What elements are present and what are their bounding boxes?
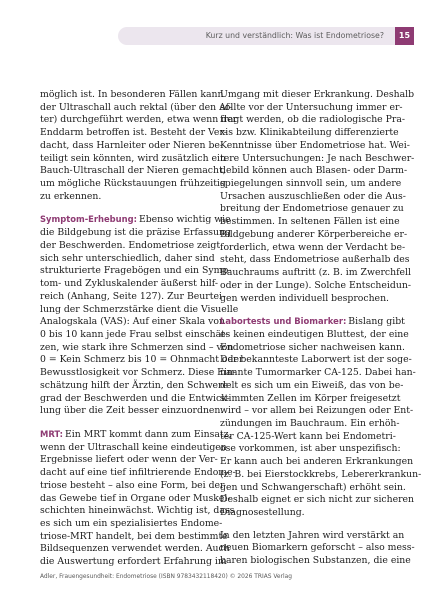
text-line bbox=[40, 127, 227, 140]
text-line bbox=[220, 379, 404, 393]
text-line-content: Enddarm betroffen ist. Besteht der Ver- bbox=[40, 127, 227, 139]
text-line-content: Er kann auch bei anderen Erkrankungen bbox=[220, 456, 414, 468]
text-line-content: Ebenso wichtig wie bbox=[138, 214, 231, 226]
text-line bbox=[40, 165, 226, 178]
text-line bbox=[220, 267, 411, 280]
text-line-content: Umgang mit dieser Erkrankung. Deshalb bbox=[220, 89, 415, 100]
text-line bbox=[220, 127, 398, 140]
text-line-content: bestimmen. In seltenen Fällen ist eine bbox=[220, 216, 400, 228]
text-line bbox=[220, 367, 416, 380]
text-line bbox=[40, 405, 224, 418]
text-line bbox=[220, 431, 398, 444]
text-line-content: der Beschwerden. Endometriose zeigt bbox=[40, 239, 221, 251]
text-line bbox=[220, 279, 411, 293]
text-line-content: Ein MRT kommt dann zum Einsatz, bbox=[65, 428, 232, 440]
text-line bbox=[220, 481, 406, 495]
text-line bbox=[220, 178, 402, 191]
text-line bbox=[40, 428, 232, 442]
text-line-content: möglich ist. In besonderen Fällen kann bbox=[40, 89, 224, 100]
text-line bbox=[40, 253, 218, 266]
text-line-content: fragt werden, ob die radiologische Pra- bbox=[220, 114, 406, 126]
text-line bbox=[220, 315, 405, 329]
text-line-content: Bauch-Ultraschall der Nieren gemacht, bbox=[40, 165, 226, 177]
text-line-content: strukturierte Fragebögen und ein Symp- bbox=[40, 265, 232, 277]
text-line bbox=[220, 89, 415, 102]
text-line bbox=[40, 89, 224, 102]
text-line bbox=[220, 114, 406, 127]
text-line-content: stimmten Zellen im Körper freigesetzt bbox=[220, 392, 401, 404]
text-line bbox=[40, 392, 230, 406]
text-line-content: grad der Beschwerden und die Entwick- bbox=[40, 392, 230, 404]
text-line bbox=[40, 290, 226, 304]
text-line bbox=[220, 101, 403, 115]
text-line-content: baren biologischen Substanzen, die eine bbox=[220, 555, 411, 567]
text-line bbox=[220, 139, 410, 153]
text-line-content: spiegelungen sinnvoll sein, um andere bbox=[220, 178, 402, 190]
text-line bbox=[220, 405, 414, 418]
text-line-content: 0 bis 10 kann jede Frau selbst einschät- bbox=[40, 328, 229, 340]
text-line bbox=[220, 216, 398, 229]
text-line-content: Bewusstlosigkeit vor Schmerz. Diese Ein- bbox=[40, 367, 237, 379]
text-line bbox=[220, 418, 398, 431]
text-line-content: 0 = Kein Schmerz bis 10 = Ohnmacht oder bbox=[40, 354, 244, 366]
text-line bbox=[40, 227, 231, 240]
page-number: 15 bbox=[395, 27, 414, 45]
text-line bbox=[40, 213, 231, 227]
text-line bbox=[40, 454, 218, 467]
text-line-content: dacht, dass Harnleiter oder Nieren be- bbox=[40, 139, 224, 151]
text-line-content: Bildgebung anderer Körperbereiche er- bbox=[220, 228, 408, 240]
text-line-content: Bauchraums auftritt (z. B. im Zwerchfell bbox=[220, 267, 411, 279]
text-line-content: neuen Biomarkern geforscht – also mess- bbox=[220, 542, 415, 554]
text-line-content: triose besteht – also eine Form, bei der bbox=[40, 479, 225, 491]
text-line-content: ter) durchgeführt werden, etwa wenn der bbox=[40, 114, 238, 126]
text-line bbox=[40, 278, 218, 291]
text-line-content: dacht auf eine tief infiltrierende Endome- bbox=[40, 467, 236, 479]
text-line bbox=[40, 303, 239, 317]
text-line bbox=[220, 529, 405, 543]
paragraph bbox=[40, 213, 244, 418]
page-footer: Adler, Frauengesundheit: Endometriose (ISBN 9783432118420) © 2026 TRIAS Verlag bbox=[40, 574, 292, 580]
text-line-content: gen und Schwangerschaft) erhöht sein. bbox=[220, 481, 406, 493]
text-line bbox=[40, 152, 227, 166]
text-line-content: xis bzw. Klinikabteilung differenzierte bbox=[220, 127, 399, 139]
text-line-content: wenn der Ultraschall keine eindeutigen bbox=[40, 441, 227, 453]
text-line bbox=[220, 354, 412, 367]
text-line bbox=[40, 556, 227, 569]
text-line-content: zündungen im Bauchraum. Ein erhöh- bbox=[220, 417, 400, 429]
text-line-content: lung der Schmerzstärke dient die Visuelle bbox=[40, 303, 239, 315]
text-line bbox=[40, 265, 232, 278]
text-line bbox=[40, 505, 235, 518]
text-line bbox=[220, 555, 411, 568]
text-line-content: schätzung hilft der Ärztin, den Schwere- bbox=[40, 379, 232, 391]
text-line bbox=[220, 392, 401, 406]
text-line-content: zen, wie stark ihre Schmerzen sind – von bbox=[40, 341, 234, 353]
text-line bbox=[220, 152, 415, 166]
text-line-content: lung über die Zeit besser einzuordnen. bbox=[40, 405, 224, 417]
text-line-content: breitung der Endometriose genauer zu bbox=[220, 203, 404, 215]
text-line bbox=[220, 241, 406, 255]
text-line bbox=[40, 543, 230, 556]
text-line bbox=[40, 178, 226, 191]
paragraph-lead-heading: Symptom-Erhebung: bbox=[40, 214, 137, 225]
text-line bbox=[40, 354, 244, 367]
text-line-content: die Bildgebung ist die präzise Erfassung bbox=[40, 227, 231, 239]
text-line-content: delt es sich um ein Eiweiß, das von be- bbox=[220, 379, 404, 391]
text-line-content: es sich um ein spezialisiertes Endome- bbox=[40, 518, 223, 529]
text-line-content: zu erkennen. bbox=[40, 190, 102, 202]
right-text-column bbox=[220, 89, 422, 568]
paragraph-lead-heading: MRT: bbox=[40, 428, 64, 439]
text-line bbox=[40, 328, 229, 342]
text-line bbox=[40, 441, 227, 455]
text-line-content: Bislang gibt bbox=[348, 316, 405, 328]
text-line bbox=[40, 467, 236, 480]
text-line-content: wird – vor allem bei Reizungen oder Ent- bbox=[220, 405, 414, 417]
text-line bbox=[40, 191, 218, 204]
text-line-content: sollte vor der Untersuchung immer er- bbox=[220, 101, 403, 113]
text-line-content: oder in der Lunge). Solche Entscheidun- bbox=[220, 279, 411, 291]
text-line bbox=[40, 367, 237, 380]
paragraph-lead-heading: Labortests und Biomarker: bbox=[220, 316, 347, 327]
paragraph bbox=[220, 315, 422, 520]
text-line bbox=[40, 341, 234, 355]
text-line-content: nannte Tumormarker CA-125. Dabei han- bbox=[220, 367, 416, 379]
running-header-title: Kurz und verständlich: Was ist Endometriose? bbox=[205, 31, 384, 40]
text-line-content: ose vorkommen, ist aber unspezifisch: bbox=[220, 443, 401, 455]
text-line-content: tere Untersuchungen: Je nach Beschwer- bbox=[220, 152, 415, 164]
text-line bbox=[220, 165, 408, 178]
text-line-content: das Gewebe tief in Organe oder Muskel- bbox=[40, 492, 231, 504]
text-line-content: triose-MRT handelt, bei dem bestimmte bbox=[40, 530, 228, 542]
text-line-content: Deshalb eignet er sich nicht zur sicheren bbox=[220, 494, 415, 506]
text-line-content: Endometriose sicher nachweisen kann. bbox=[220, 341, 405, 353]
text-line-content: Analogskala (VAS): Auf einer Skala von bbox=[40, 316, 226, 328]
paragraph bbox=[220, 529, 415, 568]
text-line-content: teiligt sein könnten, wird zusätzlich ein bbox=[40, 152, 227, 164]
text-line bbox=[220, 341, 405, 355]
text-line bbox=[40, 492, 231, 506]
text-line-content: um mögliche Rückstauungen frühzeitig bbox=[40, 178, 226, 190]
paragraph bbox=[40, 89, 238, 203]
text-line bbox=[220, 190, 406, 204]
running-header bbox=[118, 27, 414, 45]
text-line-content: In den letzten Jahren wird verstärkt an bbox=[220, 529, 405, 541]
text-line-content: Ursachen auszuschließen oder die Aus- bbox=[220, 190, 406, 202]
text-line bbox=[40, 379, 232, 393]
text-line-content: (z. B. bei Eierstockkrebs, Lebererkrankun- bbox=[220, 468, 422, 480]
text-line-content: Der bekannteste Laborwert ist der soge- bbox=[220, 354, 412, 366]
text-line bbox=[220, 494, 415, 507]
text-line bbox=[220, 456, 414, 469]
text-line-content: es keinen eindeutigen Bluttest, der eine bbox=[220, 328, 409, 340]
text-line-content: sich sehr unterschiedlich, daher sind bbox=[40, 252, 215, 264]
text-line-content: die Auswertung erfordert Erfahrung im bbox=[40, 556, 227, 568]
text-line bbox=[220, 228, 408, 242]
text-line-content: debild können auch Blasen- oder Darm- bbox=[220, 165, 408, 177]
text-line bbox=[40, 530, 228, 544]
text-line-content: steht, dass Endometriose außerhalb des bbox=[220, 254, 410, 266]
text-line-content: reich (Anhang, Seite 127). Zur Beurtei- bbox=[40, 290, 226, 302]
text-line-content: ter CA-125-Wert kann bei Endometri- bbox=[220, 430, 396, 442]
text-line bbox=[220, 328, 409, 342]
text-line bbox=[220, 507, 398, 520]
text-line-content: Kenntnisse über Endometriose hat. Wei- bbox=[220, 139, 410, 151]
text-line bbox=[220, 293, 398, 306]
text-line-content: gen werden individuell besprochen. bbox=[220, 292, 390, 304]
text-line bbox=[220, 542, 415, 555]
text-line bbox=[220, 468, 422, 482]
text-line bbox=[40, 239, 221, 253]
text-line-content: der Ultraschall auch rektal (über den Af- bbox=[40, 101, 232, 113]
left-text-column bbox=[40, 89, 244, 569]
paragraph bbox=[40, 428, 236, 569]
text-line bbox=[40, 479, 225, 493]
text-line bbox=[40, 101, 232, 115]
text-line bbox=[220, 203, 404, 216]
text-line-content: Ergebnisse liefert oder wenn der Ver- bbox=[40, 454, 218, 466]
text-line-content: tom- und Zykluskalender äußerst hilf- bbox=[40, 278, 219, 290]
text-line bbox=[40, 316, 226, 329]
text-line bbox=[220, 443, 401, 456]
text-line-content: forderlich, etwa wenn der Verdacht be- bbox=[220, 241, 406, 253]
text-line bbox=[220, 254, 410, 267]
text-line bbox=[40, 139, 224, 153]
paragraph bbox=[220, 89, 415, 305]
text-line bbox=[40, 114, 238, 127]
text-line bbox=[40, 518, 223, 531]
text-line-content: Diagnosestellung. bbox=[220, 507, 305, 518]
text-line-content: Bildsequenzen verwendet werden. Auch bbox=[40, 543, 230, 555]
text-line-content: schichten hineinwächst. Wichtig ist, dass bbox=[40, 505, 235, 517]
